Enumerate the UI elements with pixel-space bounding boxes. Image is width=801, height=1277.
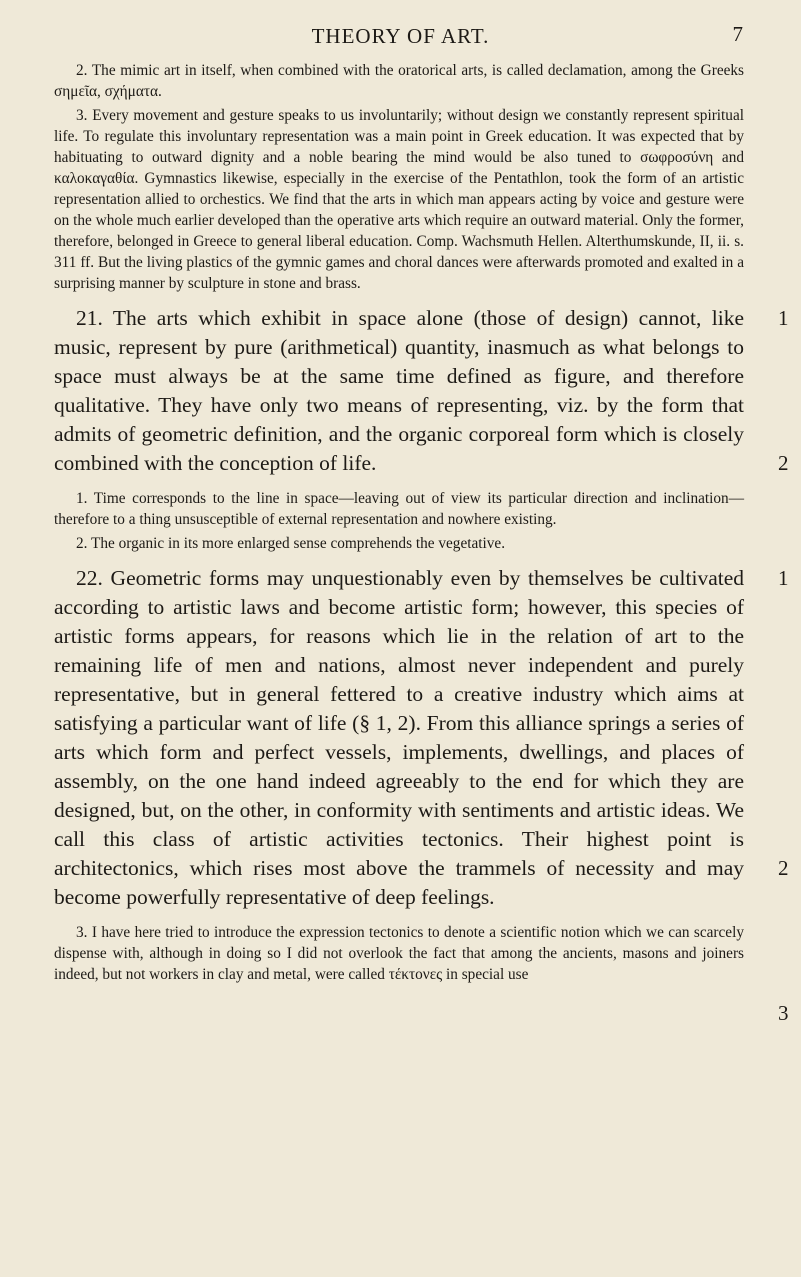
margin-number: 2 bbox=[778, 856, 789, 880]
margin-number: 1 bbox=[778, 566, 789, 590]
note-paragraph: 3. Every movement and gesture speaks to us involuntarily; without design we constantly represent spiritual life. To regulate this involuntary representation was a main point in Greek education. It was expected that by habituating to outward dignity and a noble bearing the mind would be also tuned to σωφροσύνη and καλοκαγαθία. Gymnastics likewise, especially in the exercise of the Pentathlon, took the form of an artistic representation allied to orchestics. We find that the arts in which man appears acting by voice and gesture were on the whole much earlier developed than the operative arts which require an outward material. Only the former, therefore, belonged in Greece to general liberal education. Comp. Wachsmuth Hellen. Alterthumskunde, II, ii. s. 311 ff. But the living plastics of the gymnic games and choral dances were afterwards promoted and exalted in a surprising manner by sculpture in stone and brass. bbox=[54, 107, 744, 292]
margin-number: 3 bbox=[778, 1001, 789, 1025]
page-number: 7 bbox=[732, 22, 743, 46]
note-paragraph: 2. The mimic art in itself, when combined with the oratorical arts, is called declamation, among the Greeks σημεῖα, σχήματα. bbox=[54, 62, 744, 100]
margin-number: 2 bbox=[778, 451, 789, 475]
body-text bbox=[54, 60, 789, 1025]
running-head bbox=[0, 24, 801, 54]
section-paragraph bbox=[54, 304, 789, 478]
running-title: THEORY OF ART. bbox=[311, 24, 490, 48]
margin-number: 1 bbox=[778, 306, 789, 330]
note-paragraph: 3. I have here tried to introduce the expression tectonics to denote a scientific notion which we can scarcely dispense with, although in doing so I did not overlook the fact that among the ancients, masons and joiners indeed, but not workers in clay and metal, were called τέκτονες in special use bbox=[54, 924, 744, 983]
section-text: 22. Geometric forms may unquestionably even by themselves be cultivated according to artistic laws and become artistic form; however, this species of artistic forms appears, for reasons which lie in the relation of art to the remaining life of men and nations, almost never independent and purely representative, but in general fettered to a creative industry which aims at satisfying a particular want of life (§ 1, 2). From this alliance springs a series of arts which form and perfect vessels, implements, dwellings, and places of assembly, on the one hand indeed agreeably to the end for which they are designed, but, on the other, in conformity with sentiments and artistic ideas. We call this class of artistic activities tectonics. Their highest point is architectonics, which rises most above the trammels of necessity and may become powerfully representative of deep feelings. bbox=[54, 566, 744, 909]
note-paragraph: 1. Time corresponds to the line in space—leaving out of view its particular direction and inclination—therefore to a thing unsusceptible of external representation and nowhere existing. bbox=[54, 490, 744, 528]
section-text: 21. The arts which exhibit in space alone (those of design) cannot, like music, represent by pure (arithmetical) quantity, inasmuch as what belongs to space must always be at the same time defined as figure, and therefore qualitative. They have only two means of representing, viz. by the form that admits of geometric definition, and the organic corporeal form which is closely combined with the conception of life. bbox=[54, 306, 744, 475]
note-paragraph: 2. The organic in its more enlarged sense comprehends the vegetative. bbox=[76, 535, 506, 552]
